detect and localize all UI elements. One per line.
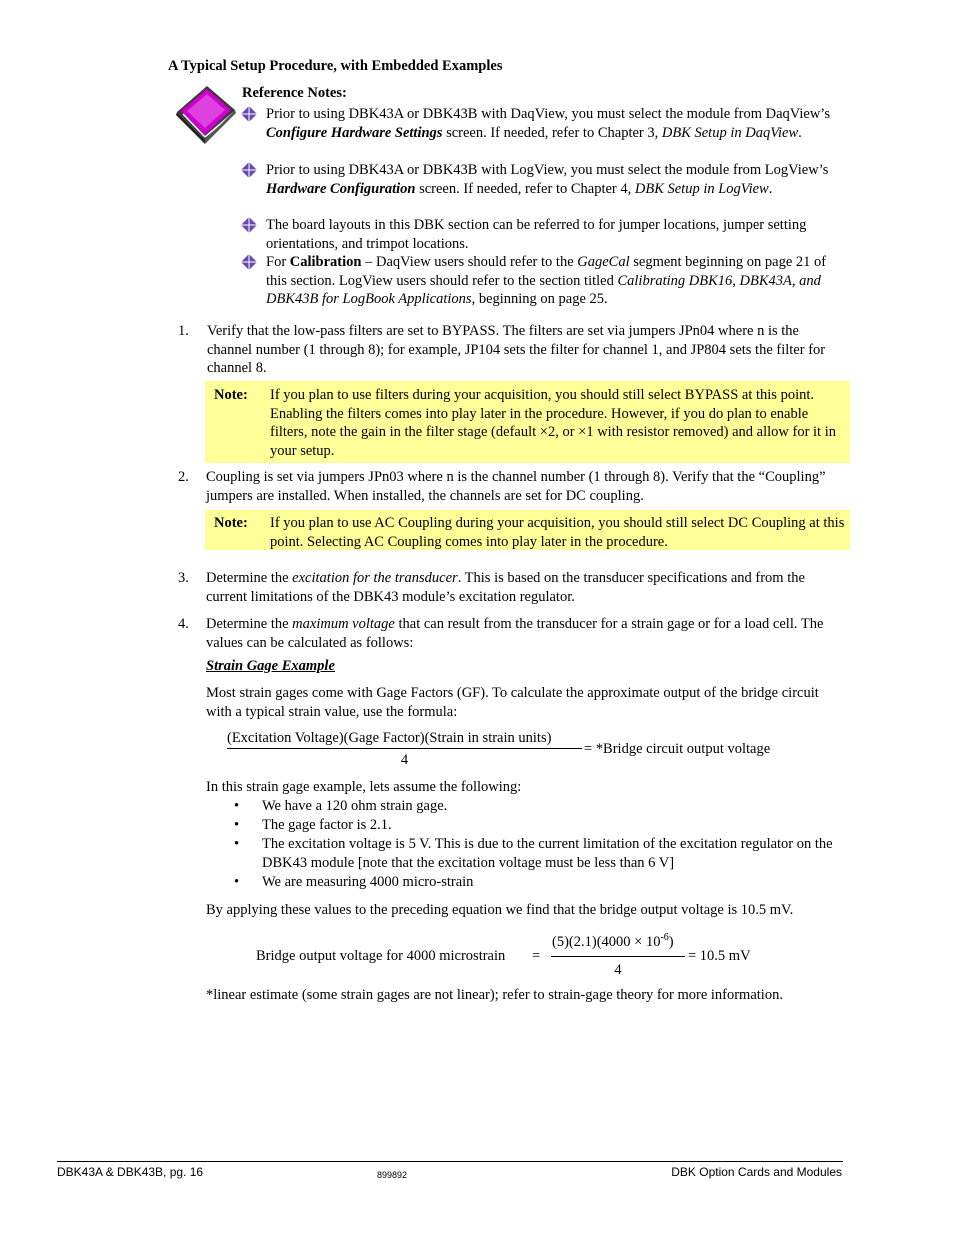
example-intro: Most strain gages come with Gage Factors (GF). To calculate the approximate output of the bridge circuit with a typical strain value, use the formula: xyxy=(206,685,819,720)
assume-intro: In this strain gage example, lets assume the following: xyxy=(206,779,522,795)
footnote: *linear estimate (some strain gages are not linear); refer to strain-gage theory for more information. xyxy=(206,987,783,1003)
footer-left: DBK43A & DBK43B, pg. 16 xyxy=(57,1165,204,1179)
example-heading: Strain Gage Example xyxy=(206,658,335,674)
footer-doc-number: 899892 xyxy=(377,1170,408,1180)
reference-item: Prior to using DBK43A or DBK43B with LogView, you must select the module from LogView’s Hardware Configuration screen. If needed, refer to Chapter 4, DBK Setup in LogView. xyxy=(241,161,841,217)
diamond-bullet-icon xyxy=(241,217,257,233)
note-box: Note: If you plan to use AC Coupling during your acquisition, you should still select DC Coupling at this point. Selecting AC Coupling comes into play later in the procedure. xyxy=(205,510,850,550)
footer-rule xyxy=(57,1161,843,1162)
book-icon xyxy=(173,84,237,144)
bullet-dot-icon: • xyxy=(234,817,240,833)
step-item: 3. Determine the excitation for the transducer. This is based on the transducer specifications and from the current limitations of the DBK43 module’s excitation regulator. xyxy=(178,570,805,605)
formula1-fraction-bar xyxy=(227,748,582,749)
step-item: 2. Coupling is set via jumpers JPn03 where n is the channel number (1 through 8). Verify that the “Coupling” jumpers are installed. When installed, the channels are set for DC coupling. xyxy=(178,469,826,504)
formula2-fraction-bar xyxy=(551,956,685,957)
formula1-numerator: (Excitation Voltage)(Gage Factor)(Strain in strain units) xyxy=(227,730,552,746)
formula1-denominator: 4 xyxy=(400,752,409,768)
formula2-label: Bridge output voltage for 4000 microstrain xyxy=(256,948,506,964)
formula2-denominator: 4 xyxy=(614,962,622,978)
step-item: 4. Determine the maximum voltage that can result from the transducer for a strain gage or for a load cell. The values can be calculated as follows: xyxy=(178,616,824,651)
formula2-numerator: $(5)(2.1)(4000 \times 10^{-6})$ xyxy=(552,932,674,950)
diamond-bullet-icon xyxy=(241,254,257,270)
bullet-dot-icon: • xyxy=(234,836,240,852)
applying-text: By applying these values to the preceding equation we find that the bridge output voltage is 10.5 mV. xyxy=(206,902,794,918)
reference-item: The board layouts in this DBK section can be referred to for jumper locations, jumper setting orientations, and trimpot locations. xyxy=(241,216,841,254)
formula1-result: = *Bridge circuit output voltage xyxy=(584,741,771,757)
section-title: A Typical Setup Procedure, with Embedded Examples xyxy=(168,58,503,74)
reference-item: For Calibration – DaqView users should refer to the GageCal segment beginning on page 21 of this section. LogView users should refer to the section titled Calibrating DBK16, DBK43A, and DBK43B for LogBook Applications, beginning on page 25. xyxy=(241,253,841,309)
diamond-bullet-icon xyxy=(241,106,257,122)
reference-item: Prior to using DBK43A or DBK43B with DaqView, you must select the module from DaqView’s Configure Hardware Settings screen. If needed, refer to Chapter 3, DBK Setup in DaqView. xyxy=(241,105,841,161)
bullet-dot-icon: • xyxy=(234,798,240,814)
formula2-result: = 10.5 mV xyxy=(688,948,751,964)
note-box: Note: If you plan to use filters during your acquisition, you should still select BYPASS at this point. Enabling the filters comes into play later in the procedure. However, if you do plan to enable filters, note the gain in the filter stage (default ×2, or ×1 with resistor removed) and allow for it in your setup. xyxy=(205,381,850,463)
bullet-dot-icon: • xyxy=(234,874,240,890)
list-item: • The excitation voltage is 5 V. This is due to the current limitation of the excitation regulator on the DBK43 module [note that the excitation voltage must be less than 6 V] xyxy=(234,836,833,871)
footer-right: DBK Option Cards and Modules xyxy=(671,1165,842,1179)
formula2-equals: = xyxy=(532,948,541,964)
reference-notes-title: Reference Notes: xyxy=(242,85,347,101)
step-item: 1. Verify that the low-pass filters are set to BYPASS. The filters are set via jumpers JPn04 where n is the channel number (1 through 8); for example, JP104 sets the filter for channel 1, and JP804 sets the filter for channel 8. xyxy=(178,323,826,376)
diamond-bullet-icon xyxy=(241,162,257,178)
